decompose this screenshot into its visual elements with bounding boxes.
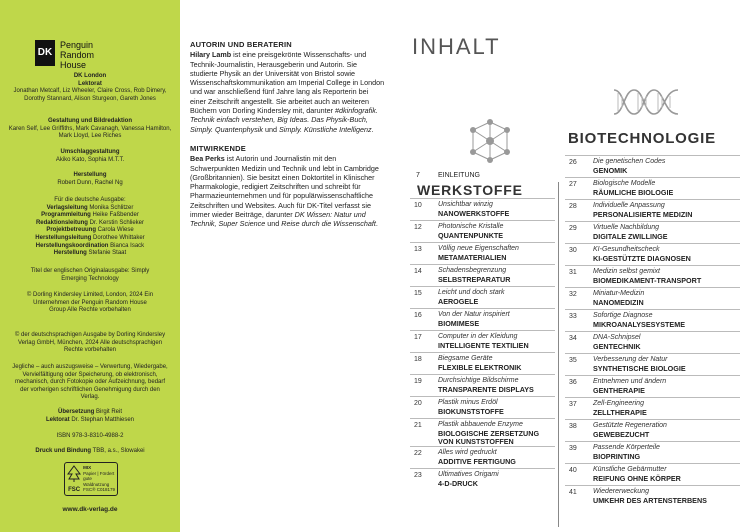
entry-subtitle: Schadensbegrenzung — [438, 267, 507, 274]
entry-page-number: 20 — [414, 400, 422, 407]
entry-title: SELBSTREPARATUR — [438, 275, 511, 284]
entry-subtitle: KI-Gesundheitscheck — [593, 246, 660, 253]
entry-page-number: 36 — [569, 379, 577, 386]
entry-subtitle: Miniatur-Medizin — [593, 290, 645, 297]
website-url: www.dk-verlag.de — [62, 506, 118, 513]
copyright-de: © der deutschsprachigen Ausgabe by Dorling Kindersley Verlag GmbH, München, 2024 Alle deutschsprachigen Rechte vorbehalten — [14, 332, 166, 354]
entry-title: GEWEBEZUCHT — [593, 430, 650, 439]
entry-title: AEROGELE — [438, 297, 479, 306]
contributor-bio: Bea Perks ist Autorin und Journalistin mit den Schwerpunkten Medizin und Technik und lebt in Cambridge (Großbritannien). Sie besitzt einen Doktortitel in Klinischer Pharmakologie, redigiert Zeitschriften und schreibt für Pharmazieunternehmen und für populärwissenschaftliche Zeitschriften und Websites. Auch für DK-Titel verfasst sie immer wieder Beiträge, darunter DK Wissen: Natur und Technik, Super Science und Reise durch die Wissenschaft. — [190, 154, 379, 229]
toc-entry[interactable] — [565, 309, 740, 331]
entry-page-number: 10 — [414, 202, 422, 209]
entry-page-number: 17 — [414, 334, 422, 341]
entry-subtitle: Sofortige Diagnose — [593, 312, 653, 319]
entry-subtitle: Plastik abbauende Enzyme — [438, 421, 523, 428]
entry-subtitle: Biegsame Geräte — [438, 355, 493, 362]
entry-title: INTELLIGENTE TEXTILIEN — [438, 341, 529, 350]
original-title: Titel der englischen Originalausgabe: Simply Emerging Technology — [30, 268, 150, 282]
atom-network-icon — [467, 116, 513, 166]
toc-entry[interactable] — [410, 418, 555, 446]
toc-entry[interactable] — [410, 242, 555, 264]
entry-title: MIKROANALYSESYSTEME — [593, 320, 685, 329]
isbn: ISBN 978-3-8310-4988-2 — [56, 433, 124, 439]
entry-page-number: 34 — [569, 335, 577, 342]
section-header — [565, 125, 740, 155]
toc-entry[interactable] — [565, 419, 740, 441]
entry-page-number: 30 — [569, 247, 577, 254]
print-credit: Druck und Bindung TBB, a.s., Slowakei — [35, 448, 145, 454]
entry-subtitle: Gestützte Regeneration — [593, 422, 667, 429]
section-title: BIOTECHNOLOGIE — [568, 130, 716, 147]
imprint-column — [0, 0, 180, 532]
entry-title-line2: VON KUNSTSTOFFEN — [438, 437, 514, 446]
entry-title: BIOMIMESE — [438, 319, 480, 328]
credits-design: Gestaltung und Bildredaktion Karen Self, Lee Griffiths, Mark Cavanagh, Vanessa Hamilton, Mark Lloyd, Lee Riches — [8, 118, 172, 140]
credits-cover: Umschlaggestaltung Akiko Kato, Sophia M.T.T. — [55, 149, 125, 163]
entry-title: DIGITALE ZWILLINGE — [593, 232, 668, 241]
entry-page-number: 37 — [569, 401, 577, 408]
entry-title: RÄUMLICHE BIOLOGIE — [593, 188, 674, 197]
entry-page-number: 14 — [414, 268, 422, 275]
column-divider — [558, 182, 559, 527]
credits-production: Herstellung Robert Dunn, Rachel Ng — [57, 172, 123, 186]
entry-subtitle: Individuelle Anpassung — [593, 202, 665, 209]
entry-subtitle: Photonische Kristalle — [438, 223, 504, 230]
entry-title: ADDITIVE FERTIGUNG — [438, 457, 516, 466]
publisher-logo — [35, 40, 94, 70]
entry-page-number: 21 — [414, 422, 422, 429]
entry-subtitle: Plastik minus Erdöl — [438, 399, 498, 406]
entry-subtitle: Unsichtbar winzig — [438, 201, 493, 208]
entry-subtitle: Künstliche Gebärmutter — [593, 466, 667, 473]
toc-entry[interactable] — [410, 468, 555, 490]
entry-subtitle: Computer in der Kleidung — [438, 333, 518, 340]
entry-title: TRANSPARENTE DISPLAYS — [438, 385, 534, 394]
credits-uk: DK London Lektorat Jonathan Metcalf, Liz Wheeler, Claire Cross, Rob Dimery, Dorothy Stannard, Alison Sturgeon, Gareth Jones — [13, 73, 167, 102]
rights-notice: Jegliche – auch auszugsweise – Verwertung, Wiedergabe, Vervielfältigung oder Speicherung, ob elektronisch, mechanisch, durch Fotokopie oder Aufzeichnung, bedarf der vorherigen schriftlichen Genehmigung durch den Verlag. — [12, 364, 168, 401]
entry-page-number: 16 — [414, 312, 422, 319]
toc-entry[interactable] — [410, 446, 555, 468]
entry-page-number: 31 — [569, 269, 577, 276]
entry-page-number: 27 — [569, 181, 577, 188]
entry-title: GENTHERAPIE — [593, 386, 645, 395]
entry-page-number: 13 — [414, 246, 422, 253]
toc-entry[interactable] — [565, 155, 740, 177]
entry-title: BIOKUNSTSTOFFE — [438, 407, 504, 416]
entry-title: KI-GESTÜTZTE DIAGNOSEN — [593, 254, 691, 263]
entry-subtitle: Wiedererweckung — [593, 488, 649, 495]
entry-title: NANOWERKSTOFFE — [438, 209, 510, 218]
entry-subtitle: Passende Körperteile — [593, 444, 660, 451]
entry-page-number: 40 — [569, 467, 577, 474]
entry-title: BIOPRINTING — [593, 452, 641, 461]
toc-entry[interactable] — [565, 397, 740, 419]
entry-page-number: 39 — [569, 445, 577, 452]
fsc-logo: FSC MIX Papier | Fördert gute Waldnutzung FSC® C018179 — [64, 462, 118, 496]
entry-page-number: 28 — [569, 203, 577, 210]
entry-title: SYNTHETISCHE BIOLOGIE — [593, 364, 686, 373]
contributors-column — [190, 40, 385, 239]
entry-subtitle: Entnehmen und ändern — [593, 378, 667, 385]
entry-page-number: 18 — [414, 356, 422, 363]
entry-subtitle: Medizin selbst gemixt — [593, 268, 660, 275]
toc-section-biotech — [565, 125, 740, 507]
entry-title: NANOMEDIZIN — [593, 298, 644, 307]
entry-subtitle: Durchsichtige Bildschirme — [438, 377, 519, 384]
toc-section-werkstoffe — [410, 170, 555, 490]
toc-entry[interactable] — [565, 243, 740, 265]
toc-entry[interactable] — [410, 220, 555, 242]
toc-entry[interactable] — [410, 330, 555, 352]
entry-page-number: 33 — [569, 313, 577, 320]
entry-title: GENTECHNIK — [593, 342, 641, 351]
entry-title: BIOLOGISCHE ZERSETZUNG — [438, 429, 540, 438]
entry-title: REIFUNG OHNE KÖRPER — [593, 474, 681, 483]
entry-title: METAMATERIALIEN — [438, 253, 507, 262]
entry-page-number: 15 — [414, 290, 422, 297]
toc-entry[interactable] — [565, 287, 740, 309]
entry-subtitle: Zell-Engineering — [593, 400, 644, 407]
entry-title: QUANTENPUNKTE — [438, 231, 504, 240]
entry-page-number: 22 — [414, 450, 422, 457]
toc-entry[interactable] — [565, 463, 740, 485]
entry-subtitle: DNA-Schnipsel — [593, 334, 641, 341]
entry-title: 4-D-DRUCK — [438, 479, 478, 488]
toc-entry[interactable] — [565, 265, 740, 287]
section-title: WERKSTOFFE — [417, 182, 523, 198]
fsc-tree-icon: FSC — [67, 465, 81, 493]
dk-logo: DK — [35, 40, 55, 66]
entry-subtitle: Verbesserung der Natur — [593, 356, 668, 363]
entry-subtitle: Von der Natur inspiriert — [438, 311, 510, 318]
toc-entry[interactable] — [410, 286, 555, 308]
entry-page-number: 29 — [569, 225, 577, 232]
entry-subtitle: Leicht und doch stark — [438, 289, 505, 296]
translation-credit: Übersetzung Birgit Reit Lektorat Dr. Stephan Matthiesen — [45, 409, 135, 423]
toc-entry[interactable] — [565, 331, 740, 353]
dna-helix-icon — [612, 86, 680, 118]
entry-page-number: 23 — [414, 472, 422, 479]
section-header: 7 EINLEITUNG WERKSTOFFE — [416, 172, 523, 198]
toc-entry[interactable] — [410, 396, 555, 418]
entry-subtitle: Völlig neue Eigenschaften — [438, 245, 519, 252]
entry-title: BIOMEDIKAMENT-TRANSPORT — [593, 276, 702, 285]
author-bio: Hilary Lamb ist eine preisgekrönte Wissenschafts- und Technik-Journalistin, Herausgeberin und Autorin. Sie studierte Physik an der Universität von Bristol sowie Wissenschaftskommunikation am Imperial College in London und war anschließend fünf Jahre lang als Reporterin bei einer Zeitschrift angestellt. Sie arbeitet auch an weiteren Büchern von Dorling Kindersley mit, darunter #dkinfografik. Technik einfach verstehen, Big Ideas. Das Physik-Buch, Simply. Quantenphysik und Simply. Künstliche Intelligenz. — [190, 50, 385, 134]
credits-de: Für die deutsche Ausgabe: Verlagsleitung Monika Schlitzer Programmleitung Heike Faßbender Redaktionsleitung Dr. Kerstin Schlieker Projektbetreuung Carola Wiese Herstellungsleitung Dorothee Whittaker Herstellungskoordination Bianca Isack Herstellung Stefanie Staat — [35, 197, 145, 257]
author-heading: AUTORIN UND BERATERIN — [190, 40, 292, 49]
toc-entry[interactable] — [410, 264, 555, 286]
entry-page-number: 38 — [569, 423, 577, 430]
entry-subtitle: Alles wird gedruckt — [438, 449, 497, 456]
prh-wordmark: Penguin Random House — [60, 40, 95, 70]
entry-page-number: 26 — [569, 159, 577, 166]
toc-entry[interactable] — [565, 375, 740, 397]
toc-entry[interactable] — [410, 374, 555, 396]
entry-page-number: 12 — [414, 224, 422, 231]
toc-entry[interactable] — [410, 308, 555, 330]
contributors-heading: MITWIRKENDE — [190, 143, 246, 153]
toc-entry[interactable] — [565, 177, 740, 199]
entry-title: FLEXIBLE ELEKTRONIK — [438, 363, 522, 372]
entry-title: ZELLTHERAPIE — [593, 408, 647, 417]
toc-entry[interactable] — [565, 221, 740, 243]
page-title: INHALT — [412, 34, 501, 59]
toc-entry[interactable] — [410, 352, 555, 374]
entry-page-number: 41 — [569, 489, 577, 496]
copyright-uk: © Dorling Kindersley Limited, London, 2024 Ein Unternehmen der Penguin Random House Group Alle Rechte vorbehalten — [26, 292, 154, 314]
entry-title: GENOMIK — [593, 166, 628, 175]
toc-entry[interactable] — [410, 198, 555, 220]
entry-subtitle: Die genetischen Codes — [593, 158, 666, 165]
entry-subtitle: Ultimatives Origami — [438, 471, 499, 478]
entry-page-number: 19 — [414, 378, 422, 385]
entry-title: UMKEHR DES ARTENSTERBENS — [593, 496, 707, 505]
entry-subtitle: Virtuelle Nachbildung — [593, 224, 660, 231]
entry-page-number: 35 — [569, 357, 577, 364]
toc-entry[interactable] — [565, 199, 740, 221]
toc-entry[interactable] — [565, 485, 740, 507]
entry-page-number: 32 — [569, 291, 577, 298]
intro-label[interactable]: EINLEITUNG — [438, 172, 481, 179]
toc-entry[interactable] — [565, 441, 740, 463]
toc-entry[interactable] — [565, 353, 740, 375]
entry-title: PERSONALISIERTE MEDIZIN — [593, 210, 693, 219]
entry-subtitle: Biologische Modelle — [593, 180, 656, 187]
